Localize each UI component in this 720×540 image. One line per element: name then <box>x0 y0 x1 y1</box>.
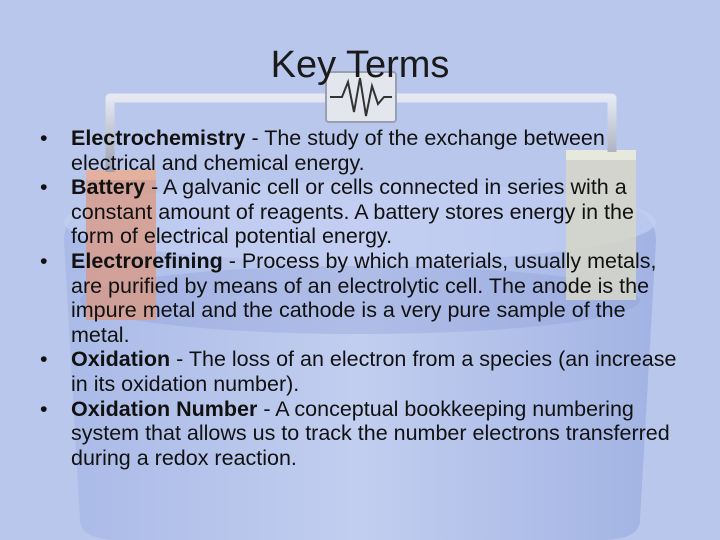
slide-title: Key Terms <box>270 44 450 86</box>
bullet: • <box>40 126 48 150</box>
term-definition: A galvanic cell or cells connected in series with a constant amount of reagents. A battery stores energy in the form of electrical potential energy. <box>71 175 634 249</box>
bullet: • <box>40 396 48 421</box>
term-name: Battery <box>71 175 146 200</box>
term-name: Electrorefining <box>71 248 223 273</box>
term-name: Electrochemistry <box>71 126 246 150</box>
term-separator: - <box>170 347 189 372</box>
bullet: • <box>40 175 48 200</box>
term-separator: - <box>257 396 276 421</box>
bullet: • <box>40 248 48 273</box>
term-definition: The loss of an electron from a species (an increase in its oxidation number). <box>71 347 677 396</box>
term-list <box>40 126 680 470</box>
term-separator: - <box>245 126 265 150</box>
list-item <box>40 397 680 471</box>
term-separator: - <box>145 175 164 200</box>
term-definition: A conceptual bookkeeping numbering system that allows us to track the number electrons transferred during a redox reaction. <box>71 396 670 470</box>
list-item <box>40 347 680 396</box>
term-name: Oxidation <box>71 347 171 372</box>
term-definition: The study of the exchange between electrical and chemical energy. <box>71 126 605 175</box>
term-name: Oxidation Number <box>71 396 258 421</box>
bullet: • <box>40 347 48 372</box>
term-definition: Process by which materials, usually metals, are purified by means of an electrolytic cell. The anode is the impure metal and the cathode is a very pure sample of the metal. <box>71 248 657 347</box>
list-item <box>40 126 680 175</box>
list-item <box>40 175 680 249</box>
term-separator: - <box>222 248 242 273</box>
list-item <box>40 249 680 347</box>
